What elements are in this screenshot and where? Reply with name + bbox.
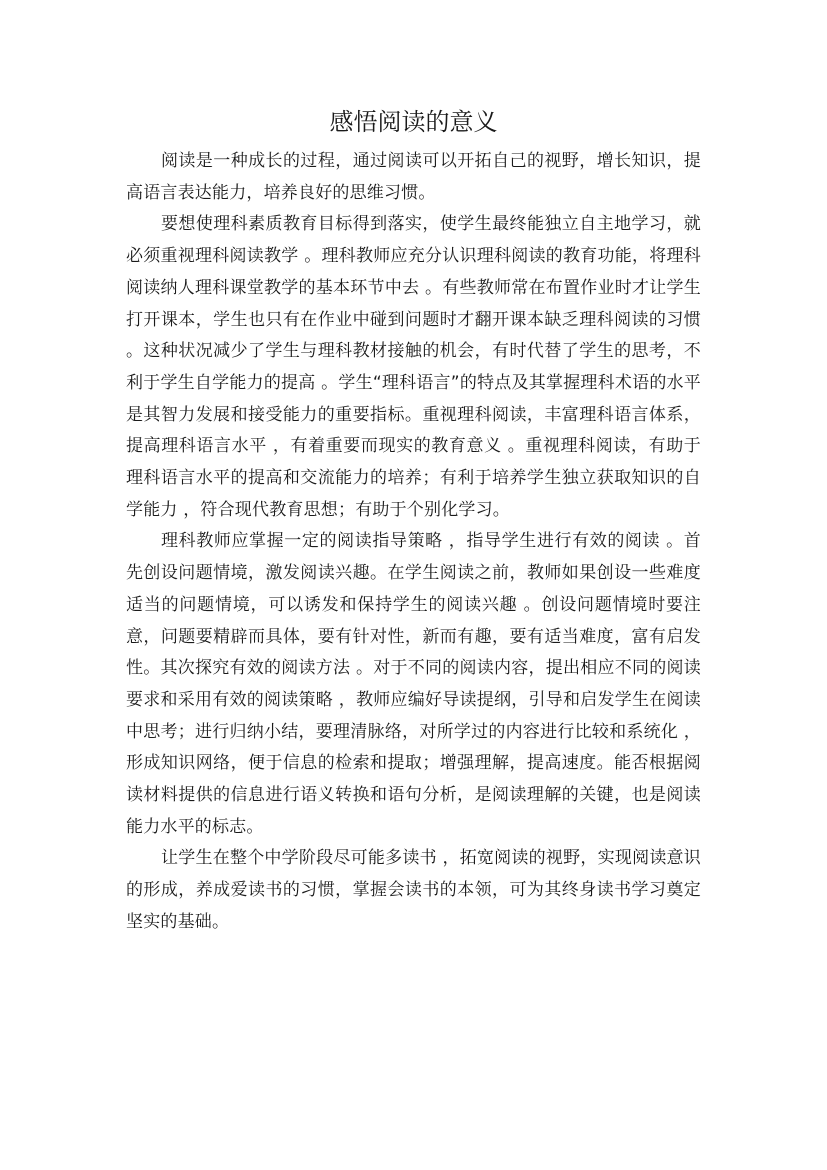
paragraph: 让学生在整个中学阶段尽可能多读书 ，拓宽阅读的视野，实现阅读意识的形成，养成爱读书的习惯，掌握会读书的本领，可为其终身读书学习奠定坚实的基础。: [126, 848, 701, 932]
document-body: [126, 146, 701, 939]
paragraph: 要想使理科素质教育目标得到落实，使学生最终能独立自主地学习，就必须重视理科阅读教学 。理科教师应充分认识理科阅读的教育功能，将理科阅读纳人理科课堂教学的基本环节中去 。有些教师常在布置作业时才让学生打开课本，学生也只有在作业中碰到问题时才翻开课本缺乏理科阅读的习惯 。这种状况减少了学生与理科教材接触的机会，有时代替了学生的思考，不利于学生自学能力的提高 。学生“理科语言”的特点及其掌握理科术语的水平是其智力发展和接受能力的重要指标。重视理科阅读，丰富理科语言体系，提高理科语言水平 ，有着重要而现实的教育意义 。重视理科阅读，有助于理科语言水平的提高和交流能力的培养；有利于培养学生独立获取知识的自学能力 ，符合现代教育思想；有助于个别化学习。: [126, 214, 701, 520]
paragraph: 阅读是一种成长的过程，通过阅读可以开拓自己的视野，增长知识，提高语言表达能力，培养良好的思维习惯。: [126, 151, 701, 203]
paragraph: 理科教师应掌握一定的阅读指导策略 ，指导学生进行有效的阅读 。首先创设问题情境，激发阅读兴趣。在学生阅读之前，教师如果创设一些难度适当的问题情境，可以诱发和保持学生的阅读兴趣 。创设问题情境时要注意，问题要精辟而具体，要有针对性，新而有趣，要有适当难度，富有启发性。其次探究有效的阅读方法 。对于不同的阅读内容，提出相应不同的阅读要求和采用有效的阅读策略 ，教师应编好导读提纲，引导和启发学生在阅读中思考；进行归纳小结，要理清脉络，对所学过的内容进行比较和系统化 ，形成知识网络，便于信息的检索和提取；增强理解，提高速度。能否根据阅读材料提供的信息进行语义转换和语句分析，是阅读理解的关键，也是阅读能力水平的标志。: [126, 531, 701, 837]
document-title: 感悟阅读的意义: [329, 108, 498, 136]
